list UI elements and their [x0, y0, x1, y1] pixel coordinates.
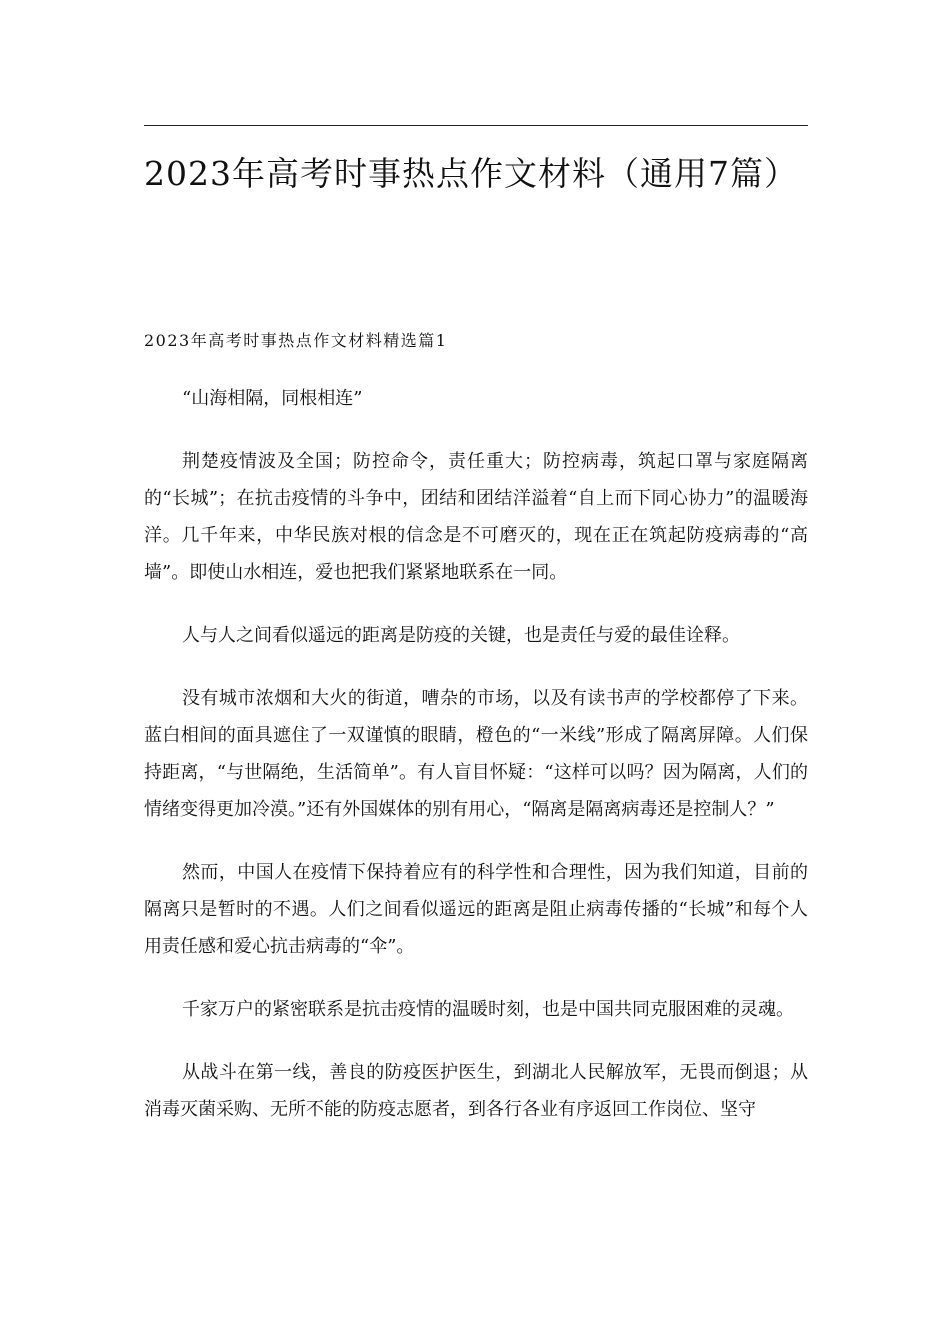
paragraph-quote: “山海相隔，同根相连”: [182, 388, 363, 409]
paragraph: 没有城市浓烟和大火的街道，嘈杂的市场，以及有读书声的学校都停了下来。蓝白相间的面具遮住了一双谨慎的眼睛，橙色的“一米线”形成了隔离屏障。人们保持距离，“与世隔绝，生活简单”。有人盲目怀疑：“这样可以吗？因为隔离，人们的情绪变得更加冷漠。”还有外国媒体的别有用心，“隔离是隔离病毒还是控制人？”: [144, 688, 808, 820]
paragraph: 然而，中国人在疫情下保持着应有的科学性和合理性，因为我们知道，目前的隔离只是暂时的不遇。人们之间看似遥远的距离是阻止病毒传播的“长城”和每个人用责任感和爱心抗击病毒的“伞”。: [144, 862, 808, 957]
document-title: 2023年高考时事热点作文材料（通用7篇）: [144, 154, 798, 193]
document-body: [144, 380, 808, 1154]
paragraph: 千家万户的紧密联系是抗击疫情的温暖时刻，也是中国共同克服困难的灵魂。: [182, 999, 794, 1020]
paragraph: 从战斗在第一线，善良的防疫医护医生，到湖北人民解放军，无畏而倒退；从消毒灭菌采购、无所不能的防疫志愿者，到各行各业有序返回工作岗位、坚守: [144, 1062, 808, 1120]
header-rule: [144, 125, 808, 126]
paragraph: 人与人之间看似遥远的距离是防疫的关键，也是责任与爱的最佳诠释。: [182, 625, 740, 646]
paragraph: 荆楚疫情波及全国；防控命令，责任重大；防控病毒，筑起口罩与家庭隔离的“长城”；在抗击疫情的斗争中，团结和团结洋溢着“自上而下同心协力”的温暖海洋。几千年来，中华民族对根的信念是不可磨灭的，现在正在筑起防疫病毒的“高墙”。即使山水相连，爱也把我们紧紧地联系在一同。: [144, 451, 808, 583]
section-heading: 2023年高考时事热点作文材料精选篇1: [144, 331, 448, 350]
